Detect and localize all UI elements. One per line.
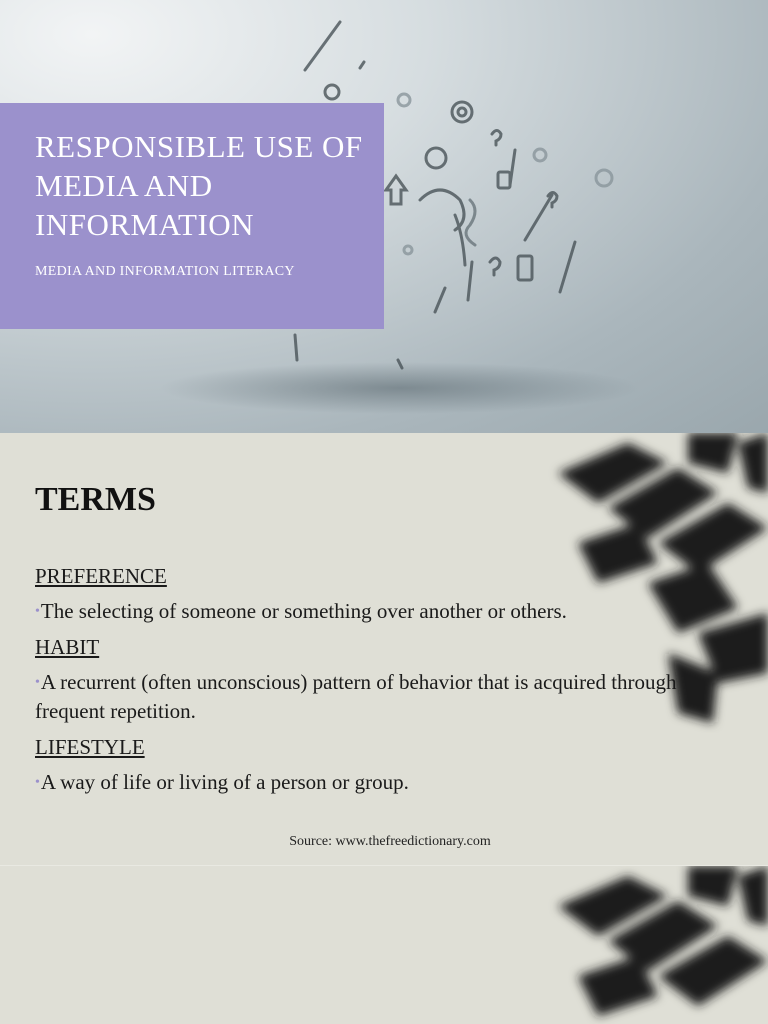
term-item: [35, 563, 735, 626]
bullet-icon: •: [35, 675, 40, 690]
source-citation: Source: www.thefreedictionary.com: [289, 834, 491, 849]
term-definition: •A recurrent (often unconscious) pattern of behavior that is acquired through frequent repetition.: [35, 670, 677, 723]
term-item: [35, 634, 735, 726]
bullet-icon: •: [35, 604, 40, 619]
slide-subtitle: MEDIA AND INFORMATION LITERACY: [35, 264, 295, 279]
slide-title: RESPONSIBLE USE OF MEDIA AND INFORMATION: [35, 129, 363, 242]
term-title: PREFERENCE: [35, 564, 167, 588]
term-item: [35, 734, 735, 797]
term-list: [35, 563, 735, 805]
leaf-shadow-decoration: [538, 866, 768, 1024]
term-title: LIFESTYLE: [35, 735, 145, 759]
terms-slide: [0, 433, 768, 865]
terms-heading: TERMS: [35, 481, 156, 518]
next-slide-partial: [0, 865, 768, 1024]
title-box: [0, 103, 384, 329]
term-definition: •A way of life or living of a person or group.: [35, 770, 409, 794]
bullet-icon: •: [35, 775, 40, 790]
term-definition: •The selecting of someone or something over another or others.: [35, 599, 567, 623]
term-title: HABIT: [35, 635, 100, 659]
title-slide: [0, 0, 768, 433]
